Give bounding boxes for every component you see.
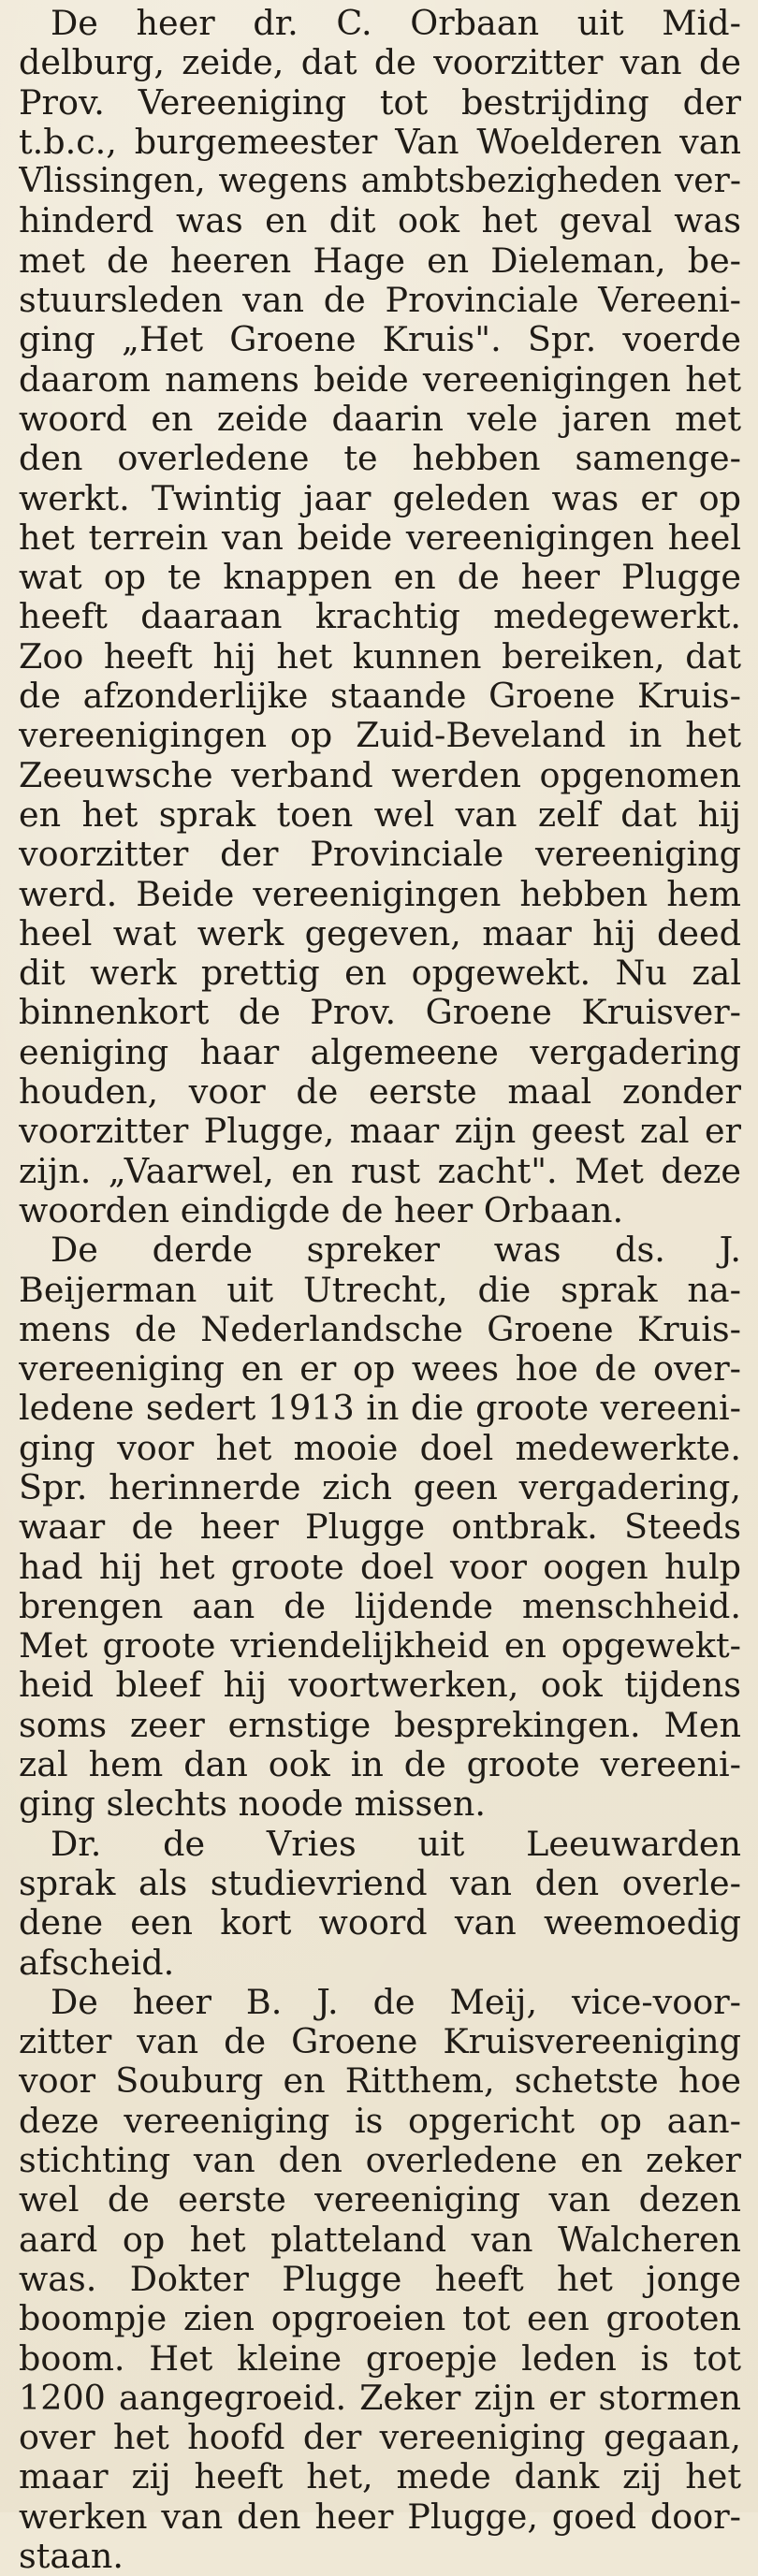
text-line: ledene sedert 1913 in die groote vereeni-: [19, 1389, 741, 1429]
text-line: heel wat werk gegeven, maar hij deed: [19, 913, 741, 953]
text-line: ging slechts noode missen.: [19, 1784, 486, 1825]
text-line: de afzonderlijke staande Groene Kruis-: [19, 677, 741, 717]
text-line: Vlissingen, wegens ambtsbezigheden ver-: [19, 162, 741, 201]
text-line: dene een kort woord van weemoedig: [19, 1903, 741, 1943]
text-line: wel de eerste vereeniging van dezen: [19, 2180, 741, 2220]
text-line: houden, voor de eerste maal zonder: [19, 1072, 741, 1113]
text-line: Prov. Vereeniging tot bestrijding der: [19, 82, 741, 123]
article-paragraph: [19, 1230, 741, 1824]
text-line: vereenigingen op Zuid-Beveland in het: [19, 716, 741, 756]
text-line: 1200 aangegroeid. Zeker zijn er stormen: [19, 2378, 741, 2418]
text-line: was. Dokter Plugge heeft het jonge: [19, 2259, 741, 2299]
text-line: zitter van de Groene Kruisvereeniging: [19, 2022, 741, 2062]
text-line: De heer B. J. de Meij, vice-voor-: [51, 1982, 741, 2022]
text-line: voor Souburg en Ritthem, schetste hoe: [19, 2061, 741, 2102]
text-line: Zeeuwsche verband werden opgenomen: [19, 755, 741, 795]
text-line: De derde spreker was ds. J.: [51, 1230, 741, 1271]
text-line: ging voor het mooie doel medewerkte.: [19, 1428, 741, 1468]
text-line: werkt. Twintig jaar geleden was er op: [19, 478, 741, 518]
text-line: brengen aan de lijdende menschheid.: [19, 1586, 741, 1626]
text-line: het terrein van beide vereenigingen heel: [19, 517, 741, 558]
article-paragraph: [19, 1983, 741, 2576]
text-line: heid bleef hij voortwerken, ook tijdens: [19, 1666, 741, 1706]
text-line: sprak als studievriend van den overle-: [19, 1863, 741, 1903]
text-line: maar zij heeft het, mede dank zij het: [19, 2457, 741, 2497]
article-column: [19, 4, 741, 2576]
text-line: ging „Het Groene Kruis". Spr. voerde: [19, 320, 741, 360]
text-line: den overledene te hebben samenge-: [19, 439, 741, 479]
text-line: had hij het groote doel voor oogen hulp: [19, 1547, 741, 1587]
text-line: Spr. herinnerde zich geen vergadering,: [19, 1467, 741, 1507]
text-line: woord en zeide daarin vele jaren met: [19, 399, 741, 439]
text-line: hinderd was en dit ook het geval was: [19, 201, 741, 241]
text-line: Zoo heeft hij het kunnen bereiken, dat: [19, 636, 741, 677]
text-line: boom. Het kleine groepje leden is tot: [19, 2338, 741, 2379]
text-line: soms zeer ernstige besprekingen. Men: [19, 1705, 741, 1745]
text-line: over het hoofd der vereeniging gegaan,: [19, 2418, 741, 2458]
article-paragraph: [19, 4, 741, 1230]
text-line: waar de heer Plugge ontbrak. Steeds: [19, 1507, 741, 1548]
text-line: De heer dr. C. Orbaan uit Mid-: [51, 4, 741, 43]
text-line: zal hem dan ook in de groote vereeni-: [19, 1745, 741, 1785]
text-line: afscheid.: [19, 1943, 175, 1983]
article-paragraph: [19, 1825, 741, 1983]
text-line: aard op het platteland van Walcheren: [19, 2219, 741, 2260]
text-line: t.b.c., burgemeester Van Woelderen van: [19, 122, 741, 162]
text-line: deze vereeniging is opgericht op aan-: [19, 2101, 741, 2141]
text-line: voorzitter Plugge, maar zijn geest zal er: [19, 1112, 741, 1152]
text-line: wat op te knappen en de heer Plugge: [19, 558, 741, 598]
text-line: en het sprak toen wel van zelf dat hij: [19, 794, 741, 835]
text-line: stichting van den overledene en zeker: [19, 2141, 741, 2181]
text-line: werd. Beide vereenigingen hebben hem: [19, 874, 741, 914]
text-line: met de heeren Hage en Dieleman, be-: [19, 240, 741, 281]
text-line: Beijerman uit Utrecht, die sprak na-: [19, 1270, 741, 1310]
text-line: zijn. „Vaarwel, en rust zacht". Met deze: [19, 1151, 741, 1191]
text-line: eeniging haar algemeene vergadering: [19, 1032, 741, 1072]
text-line: boompje zien opgroeien tot een grooten: [19, 2299, 741, 2339]
text-line: daarom namens beide vereenigingen het: [19, 359, 741, 400]
text-line: voorzitter der Provinciale vereeniging: [19, 835, 741, 875]
text-line: Dr. de Vries uit Leeuwarden: [51, 1824, 741, 1864]
text-line: binnenkort de Prov. Groene Kruisver-: [19, 993, 741, 1033]
text-line: staan.: [19, 2537, 124, 2576]
text-line: vereeniging en er op wees hoe de over-: [19, 1349, 741, 1390]
text-line: mens de Nederlandsche Groene Kruis-: [19, 1309, 741, 1349]
text-line: Met groote vriendelijkheid en opgewekt-: [19, 1626, 741, 1666]
text-line: delburg, zeide, dat de voorzitter van de: [19, 43, 741, 83]
text-line: stuursleden van de Provinciale Vereeni-: [19, 281, 741, 321]
text-line: dit werk prettig en opgewekt. Nu zal: [19, 953, 741, 994]
text-line: woorden eindigde de heer Orbaan.: [19, 1190, 624, 1230]
text-line: werken van den heer Plugge, goed door-: [19, 2496, 741, 2537]
text-line: heeft daaraan krachtig medegewerkt.: [19, 597, 741, 637]
